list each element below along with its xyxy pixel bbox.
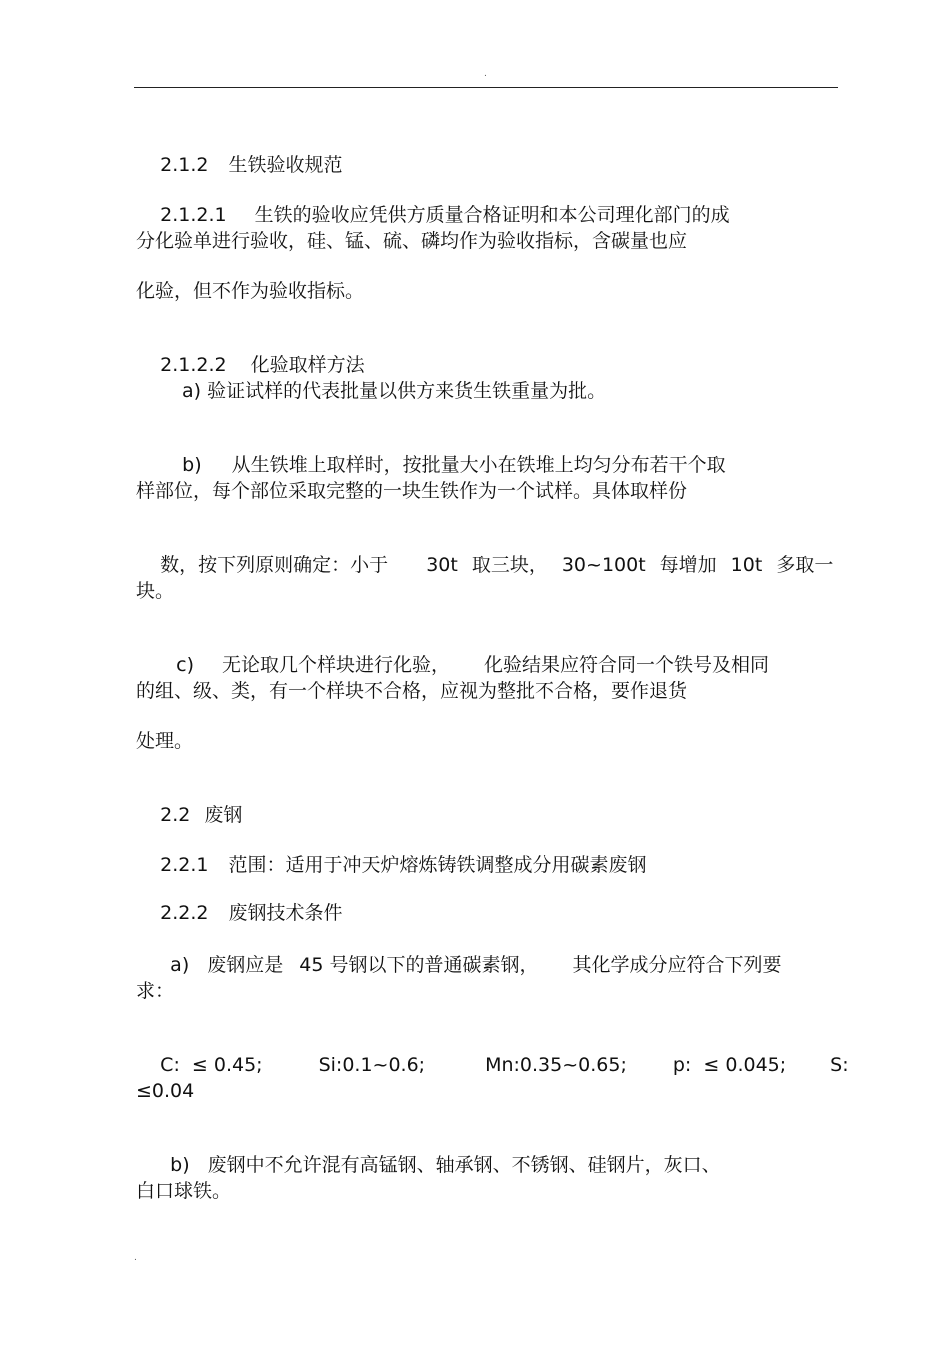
clause-title: 废钢技术条件	[228, 902, 343, 924]
section-heading-2-1-2	[136, 129, 343, 176]
section-number: 2.2	[160, 804, 191, 826]
list-marker: c)	[176, 654, 195, 676]
phosphorus-limit: p: ≤ 0.045;	[672, 1054, 787, 1076]
paragraph-line: 白口球铁。	[136, 1180, 232, 1202]
composition-requirements	[136, 1029, 849, 1076]
clause-number: 2.1.2.2	[160, 354, 227, 376]
section-heading-2-1-2-2	[136, 329, 365, 376]
list-item-a: a) 废钢应是 45 号钢以下的普通碳素钢， 其化学成分应符合下列要	[170, 954, 782, 976]
paragraph-line: 求：	[136, 980, 175, 1002]
silicon-range: Si:0.1~0.6;	[318, 1054, 426, 1076]
sulfur-label: S:	[830, 1054, 849, 1076]
list-item-a: a) 验证试样的代表批量以供方来货生铁重量为批。	[182, 380, 607, 402]
section-title: 废钢	[204, 804, 243, 826]
sulfur-limit: ≤0.04	[136, 1080, 195, 1102]
list-marker: b)	[182, 454, 202, 476]
header-dot: .	[484, 69, 487, 79]
paragraph-line: 块。	[136, 580, 175, 602]
list-marker: b)	[170, 1154, 190, 1176]
clause-title: 化验取样方法	[250, 354, 365, 376]
clause-number: 2.1.2.1	[160, 204, 227, 226]
paragraph-line: 处理。	[136, 730, 194, 752]
section-number: 2.1.2	[160, 154, 209, 176]
header-rule	[134, 87, 838, 88]
clause-number: 2.2.2	[160, 902, 209, 924]
list-item-c: c) 无论取几个样块进行化验， 化验结果应符合同一个铁号及相同	[176, 654, 770, 676]
paragraph-line: 化验，但不作为验收指标。	[136, 280, 365, 302]
paragraph-line: 样部位，每个部位采取完整的一块生铁作为一个试样。具体取样份	[136, 480, 688, 502]
section-heading-2-2-2	[136, 877, 343, 924]
section-title: 生铁验收规范	[228, 154, 343, 176]
list-text: 从生铁堆上取样时，按批量大小在铁堆上均匀分布若干个取	[231, 454, 726, 476]
clause-text: 范围：适用于冲天炉熔炼铸铁调整成分用碳素废钢	[228, 854, 647, 876]
carbon-limit: C: ≤ 0.45;	[160, 1054, 263, 1076]
clause-text: 生铁的验收应凭供方质量合格证明和本公司理化部门的成	[254, 204, 730, 226]
list-marker: a)	[170, 954, 190, 976]
list-item-b	[158, 429, 726, 476]
paragraph-line: 数，按下列原则确定：小于 30t 取三块， 30~100t 每增加 10t 多取一	[160, 554, 834, 576]
paragraph-line: 的组、级、类，有一个样块不合格，应视为整批不合格，要作退货	[136, 680, 688, 702]
paragraph-line: 分化验单进行验收，硅、锰、硫、磷均作为验收指标，含碳量也应	[136, 230, 688, 252]
list-item-b	[146, 1129, 721, 1176]
list-text: 废钢中不允许混有高锰钢、轴承钢、不锈钢、硅钢片，灰口、	[207, 1154, 721, 1176]
section-heading-2-2-1	[136, 829, 647, 876]
manganese-range: Mn:0.35~0.65;	[485, 1054, 627, 1076]
footer-dot: .	[134, 1253, 137, 1263]
paragraph-line	[136, 179, 730, 226]
clause-number: 2.2.1	[160, 854, 209, 876]
section-heading-2-2	[136, 779, 243, 826]
